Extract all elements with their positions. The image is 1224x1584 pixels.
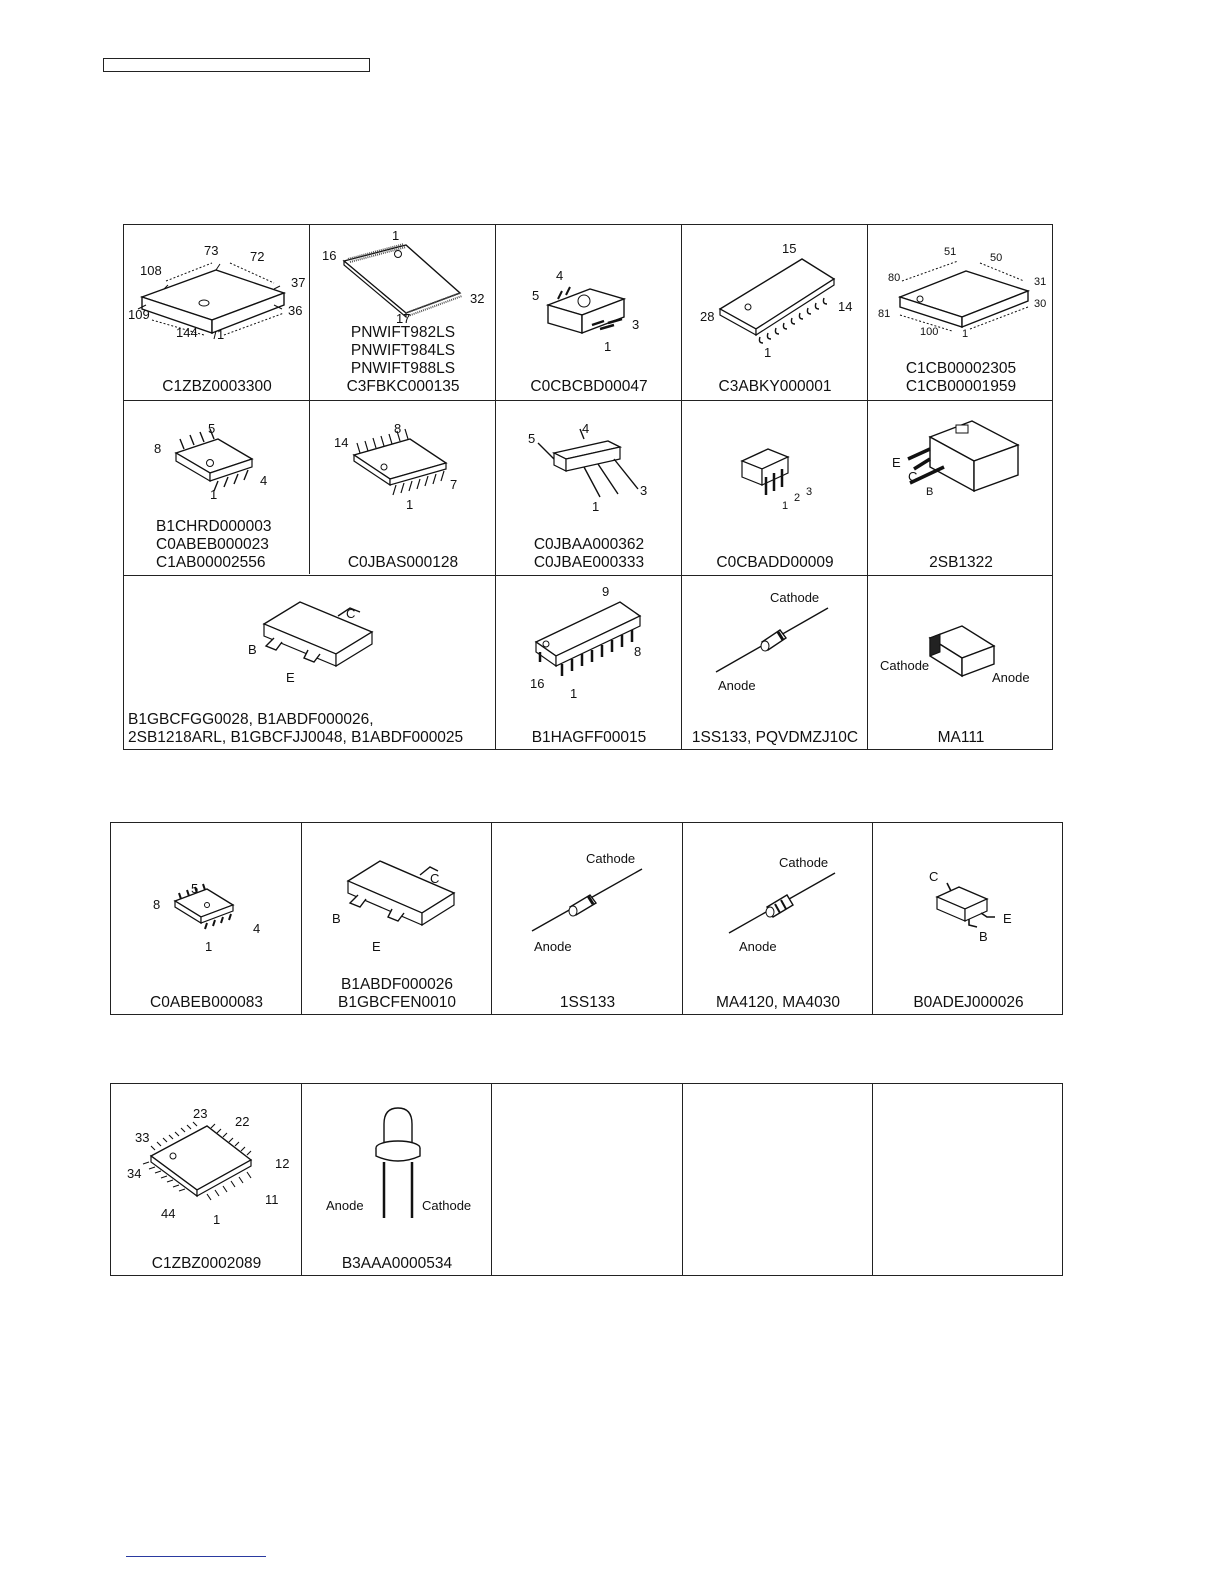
pin-label: 30 [1034, 298, 1047, 310]
pin-label: Anode [739, 939, 777, 954]
pin-label: 108 [140, 263, 162, 278]
pin-label: 37 [291, 275, 306, 290]
pin-label: 14 [334, 435, 349, 450]
cell-b1chrd000003 [124, 401, 310, 576]
dip-16-drawing [496, 576, 682, 751]
msop-8-drawing [111, 823, 302, 1016]
part-number-caption: PNWIFT982LS PNWIFT984LS PNWIFT988LS C3FBKC000135 [346, 324, 460, 395]
sot23-transistor-drawing [873, 823, 1064, 1016]
pin-label: E [286, 670, 295, 685]
pin-label: C [908, 469, 918, 484]
pin-label: B [979, 929, 988, 944]
part-number-caption: 1SS133, PQVDMZJ10C [691, 729, 859, 746]
pin-label: Anode [534, 939, 572, 954]
axial-zener-diode-drawing [683, 823, 873, 1016]
pin-label: 8 [394, 421, 402, 436]
pin-label: 11 [265, 1192, 279, 1207]
part-number-caption: 1SS133 [559, 994, 616, 1011]
pin-label: 33 [135, 1130, 150, 1145]
part-number-caption: B1HAGFF00015 [531, 729, 647, 746]
part-number-caption: C1ZBZ0003300 [162, 378, 272, 395]
pin-label: 22 [235, 1114, 250, 1129]
pin-label: 17 [396, 311, 411, 326]
pin-label: 28 [700, 309, 715, 324]
pin-label: 1 [406, 497, 414, 512]
regulator-3pin-drawing [682, 401, 868, 576]
cell-ma4120-ma4030 [683, 823, 873, 1016]
cell-c0cbcbd00047 [496, 225, 682, 400]
cell-b1hagff00015 [496, 576, 682, 751]
empty-cell [873, 1084, 1064, 1277]
part-number-caption: C0CBCBD00047 [530, 378, 648, 395]
part-number-caption: C1ZBZ0002089 [151, 1255, 262, 1272]
cell-b1abdf000026 [302, 823, 492, 1016]
regulator-drawing [496, 225, 682, 400]
pin-label: 4 [260, 473, 268, 488]
pin-label: 1 [962, 328, 969, 340]
cell-pnwift982ls [310, 225, 496, 400]
pin-label: 80 [888, 272, 901, 284]
pin-label: 1 [764, 345, 772, 360]
pin-label: 15 [782, 241, 797, 256]
pin-label: Anode [992, 670, 1030, 685]
pin-label: C [929, 869, 939, 884]
pin-label: 34 [127, 1166, 142, 1181]
cell-b1gbcfgg0028 [124, 576, 496, 751]
cell-1ss133 [492, 823, 683, 1016]
cell-1ss133-pqvdmzj10c [682, 576, 868, 751]
pin-label: 3 [640, 483, 648, 498]
cell-c3abky000001 [682, 225, 868, 400]
pin-label: 5 [191, 881, 199, 896]
part-number-caption: B0ADEJ000026 [913, 994, 1024, 1011]
part-number-caption: C3ABKY000001 [718, 378, 832, 395]
part-number-caption: MA111 [937, 729, 985, 746]
pin-label: 1 [217, 327, 225, 342]
pin-label: Cathode [586, 851, 636, 866]
pin-label: 14 [838, 299, 853, 314]
pin-label: 44 [161, 1206, 176, 1221]
pin-label: E [1003, 911, 1012, 926]
pin-label: 2 [794, 492, 801, 504]
pin-label: 109 [128, 307, 150, 322]
part-number-caption: MA4120, MA4030 [715, 994, 841, 1011]
cell-c0jbaa000362 [496, 401, 682, 576]
empty-cell [492, 1084, 683, 1277]
pin-label: C [346, 606, 356, 621]
part-number-caption: C0JBAS000128 [347, 554, 459, 571]
cell-c1cb00002305 [868, 225, 1054, 400]
cell-c0cbadd00009 [682, 401, 868, 576]
pin-label: Cathode [880, 658, 930, 673]
pin-label: B [332, 911, 341, 926]
pin-label: 36 [288, 303, 303, 318]
pin-label: 8 [153, 897, 161, 912]
pin-label: 51 [944, 246, 957, 258]
sop-28-drawing [682, 225, 868, 400]
part-number-caption: B1CHRD000003 C0ABEB000023 C1AB00002556 [156, 518, 272, 571]
pin-label: 9 [602, 584, 610, 599]
pin-label: 16 [530, 676, 545, 691]
cell-c1zbz0003300 [124, 225, 310, 400]
pin-label: 1 [782, 500, 789, 512]
part-number-caption: B1GBCFGG0028, B1ABDF000026, 2SB1218ARL, B1GBCFJJ0048, B1ABDF000025 [128, 711, 464, 746]
pin-label: E [892, 455, 901, 470]
pin-label: 1 [570, 686, 578, 701]
component-table-2 [110, 822, 1063, 1015]
pin-label: Cathode [779, 855, 829, 870]
component-table-1 [123, 224, 1053, 750]
pin-label: 1 [205, 939, 213, 954]
pin-label: 50 [990, 252, 1003, 264]
cell-c1zbz0002089 [111, 1084, 302, 1277]
pin-label: 4 [582, 421, 590, 436]
cell-c0abeb000083 [111, 823, 302, 1016]
pin-label: 4 [556, 268, 564, 283]
led-drawing [302, 1084, 492, 1277]
pin-label: 144 [176, 325, 198, 340]
to126-transistor-drawing [868, 401, 1054, 576]
part-number-caption: C0JBAA000362 C0JBAE000333 [533, 536, 645, 571]
pin-label: 5 [528, 431, 536, 446]
pin-label: E [372, 939, 381, 954]
pin-label: B [248, 642, 257, 657]
footer-link-underline[interactable] [126, 1556, 266, 1557]
pin-label: 5 [208, 421, 216, 436]
sop-14-drawing [310, 401, 496, 576]
axial-diode-drawing [682, 576, 868, 751]
pin-label: 72 [250, 249, 265, 264]
chip-diode-drawing [868, 576, 1054, 751]
pin-label: 12 [275, 1156, 290, 1171]
part-number-caption: B3AAA0000534 [341, 1255, 453, 1272]
pin-label: 3 [806, 486, 813, 498]
pin-label: 1 [213, 1212, 221, 1227]
part-number-caption: C1CB00002305 C1CB00001959 [905, 360, 1017, 395]
pin-label: 73 [204, 243, 219, 258]
part-number-caption: 2SB1322 [929, 554, 993, 571]
part-number-caption: B1ABDF000026 B1GBCFEN0010 [337, 976, 457, 1011]
part-number-caption: C0ABEB000083 [150, 994, 263, 1011]
qfp-44-drawing [111, 1084, 302, 1277]
cell-b3aaa0000534 [302, 1084, 492, 1277]
pin-label: Anode [326, 1198, 364, 1213]
cell-c0jbas000128 [310, 401, 496, 576]
cell-2sb1322 [868, 401, 1054, 576]
pin-label: 3 [632, 317, 640, 332]
pin-label: Cathode [770, 590, 820, 605]
pin-label: B [926, 486, 934, 498]
pin-label: 1 [392, 228, 400, 243]
cell-ma111 [868, 576, 1054, 751]
pin-label: 81 [878, 308, 891, 320]
pin-label: 8 [634, 644, 642, 659]
pin-label: 31 [1034, 276, 1047, 288]
pin-label: 5 [532, 288, 540, 303]
pin-label: 16 [322, 248, 337, 263]
header-label-box [103, 58, 370, 72]
pin-label: 8 [154, 441, 162, 456]
part-number-caption: C0CBADD00009 [716, 554, 834, 571]
pin-label: C [430, 871, 440, 886]
component-table-3 [110, 1083, 1063, 1276]
cell-b0adej000026 [873, 823, 1064, 1016]
pin-label: 1 [604, 339, 612, 354]
pin-label: 1 [592, 499, 600, 514]
pin-label: 100 [920, 326, 939, 338]
pin-label: 23 [193, 1106, 208, 1121]
pin-label: 32 [470, 291, 485, 306]
pin-label: Anode [718, 678, 756, 693]
empty-cell [683, 1084, 873, 1277]
pin-label: 4 [253, 921, 261, 936]
pin-label: Cathode [422, 1198, 472, 1213]
qfp-144-drawing [124, 225, 310, 400]
axial-diode-drawing [492, 823, 683, 1016]
pin-label: 7 [450, 477, 458, 492]
pin-label: 1 [210, 487, 218, 502]
